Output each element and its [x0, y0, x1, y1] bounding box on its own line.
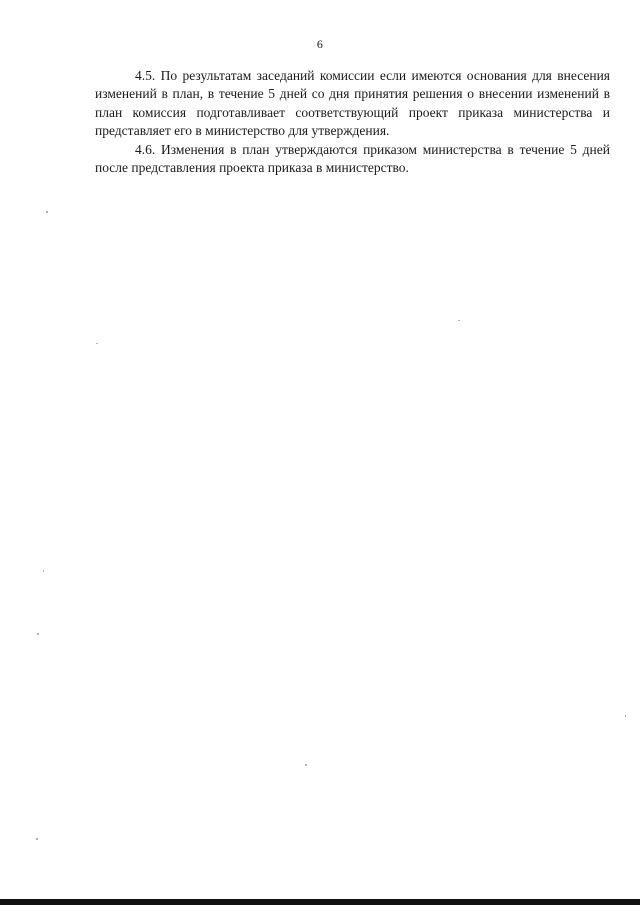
document-body	[95, 67, 610, 177]
scan-speck	[458, 320, 460, 321]
scan-speck	[625, 715, 626, 717]
scan-speck	[96, 343, 98, 344]
paragraph-4-5: 4.5. По результатам заседаний комиссии если имеются основания для внесения изменений в план, в течение 5 дней со дня принятия решения о внесении изменений в план комиссия подготавливает соответствующий проект приказа министерства и представляет его в министерство для утверждения.	[95, 68, 610, 139]
paragraph-4-6: 4.6. Изменения в план утверждаются приказом министерства в течение 5 дней после представления проекта приказа в министерство.	[95, 141, 610, 176]
scan-speck	[46, 211, 48, 213]
scan-edge-bar	[0, 899, 640, 905]
scan-speck	[43, 570, 44, 572]
scan-speck	[37, 633, 39, 635]
scan-speck	[36, 838, 38, 840]
page-number: 6	[316, 37, 324, 51]
scan-speck	[305, 764, 307, 766]
